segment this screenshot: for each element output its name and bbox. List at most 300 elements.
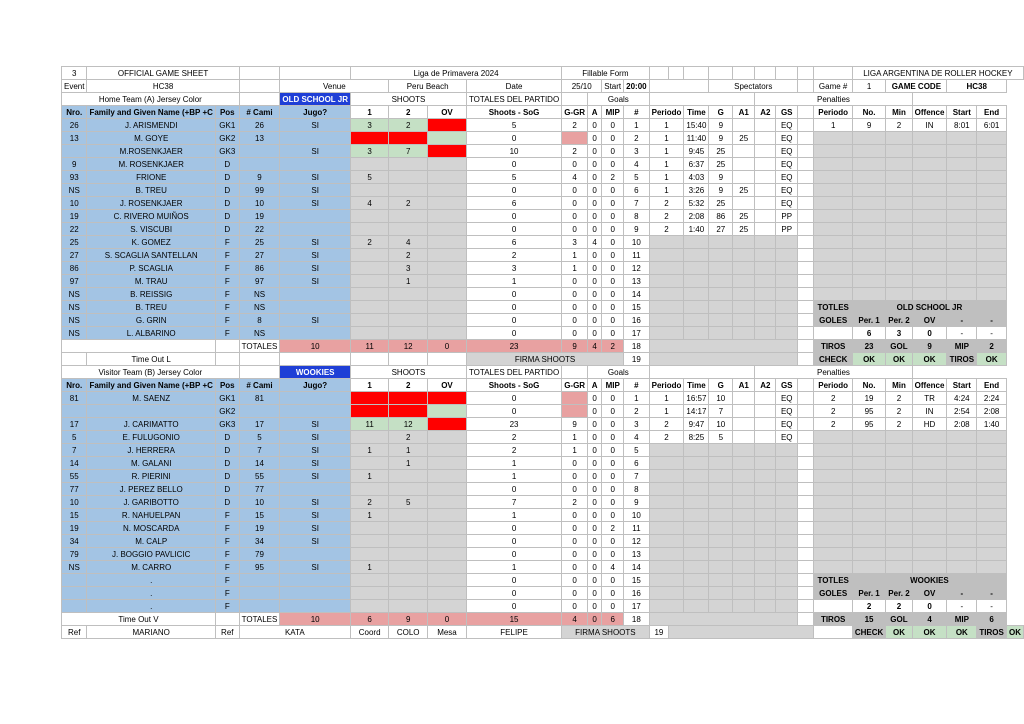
- goal-scorer[interactable]: [709, 262, 733, 275]
- penalty-off[interactable]: [912, 184, 947, 197]
- penalty-min[interactable]: 2: [886, 405, 912, 418]
- goal-situation[interactable]: PP: [776, 223, 798, 236]
- penalty-start[interactable]: [947, 249, 977, 262]
- goal-time[interactable]: [684, 561, 709, 574]
- goal-situation[interactable]: EQ: [776, 392, 798, 405]
- goal-assist-1[interactable]: [733, 574, 755, 587]
- penalty-off[interactable]: [912, 522, 947, 535]
- player-played[interactable]: SI: [280, 119, 351, 132]
- goal-time[interactable]: [684, 457, 709, 470]
- shoots-overtime[interactable]: [428, 509, 467, 522]
- player-jersey[interactable]: 34: [239, 535, 280, 548]
- penalty-end[interactable]: [977, 548, 1007, 561]
- goal-period[interactable]: 2: [649, 431, 684, 444]
- penalty-end[interactable]: [977, 522, 1007, 535]
- goal-time[interactable]: [684, 314, 709, 327]
- penalty-no[interactable]: [852, 184, 885, 197]
- penalty-off[interactable]: [912, 145, 947, 158]
- shoots-overtime[interactable]: [428, 145, 467, 158]
- goal-scorer[interactable]: 9: [709, 184, 733, 197]
- goal-period[interactable]: 1: [649, 119, 684, 132]
- goal-period[interactable]: [649, 587, 684, 600]
- shoots-period-2[interactable]: 12: [389, 418, 428, 431]
- player-played[interactable]: SI: [280, 275, 351, 288]
- penalty-off[interactable]: [912, 262, 947, 275]
- penalty-no[interactable]: [852, 483, 885, 496]
- shoots-period-2[interactable]: [389, 522, 428, 535]
- player-jersey[interactable]: [239, 158, 280, 171]
- penalty-off[interactable]: [912, 275, 947, 288]
- goal-assist-1[interactable]: [733, 275, 755, 288]
- shoots-overtime[interactable]: [428, 275, 467, 288]
- goal-period[interactable]: [649, 444, 684, 457]
- penalty-off[interactable]: [912, 158, 947, 171]
- goal-scorer[interactable]: 9: [709, 171, 733, 184]
- player-played[interactable]: [280, 405, 351, 418]
- shoots-period-1[interactable]: [351, 132, 389, 145]
- shoots-period-1[interactable]: 1: [351, 444, 389, 457]
- goal-situation[interactable]: [776, 327, 798, 340]
- shoots-period-1[interactable]: [351, 483, 389, 496]
- goal-scorer[interactable]: 5: [709, 431, 733, 444]
- goal-scorer[interactable]: 25: [709, 145, 733, 158]
- penalty-no[interactable]: [852, 496, 885, 509]
- penalty-no[interactable]: [852, 535, 885, 548]
- shoots-overtime[interactable]: [428, 301, 467, 314]
- goal-assist-2[interactable]: [755, 288, 776, 301]
- goal-assist-2[interactable]: [755, 418, 776, 431]
- goal-assist-2[interactable]: [755, 210, 776, 223]
- goal-period[interactable]: 1: [649, 392, 684, 405]
- shoots-period-2[interactable]: 2: [389, 197, 428, 210]
- goal-time[interactable]: [684, 587, 709, 600]
- penalty-no[interactable]: 19: [852, 392, 885, 405]
- goal-time[interactable]: [684, 483, 709, 496]
- goal-assist-1[interactable]: [733, 158, 755, 171]
- goal-assist-2[interactable]: [755, 587, 776, 600]
- penalty-min[interactable]: [886, 275, 912, 288]
- player-jersey[interactable]: 19: [239, 210, 280, 223]
- penalty-start[interactable]: [947, 145, 977, 158]
- penalty-end[interactable]: [977, 197, 1007, 210]
- player-jersey[interactable]: 10: [239, 496, 280, 509]
- goal-time[interactable]: [684, 509, 709, 522]
- goal-period[interactable]: 1: [649, 184, 684, 197]
- penalty-no[interactable]: [852, 548, 885, 561]
- goal-scorer[interactable]: [709, 288, 733, 301]
- penalty-end[interactable]: 1:40: [977, 418, 1007, 431]
- penalty-off[interactable]: HD: [912, 418, 947, 431]
- goal-period[interactable]: [649, 327, 684, 340]
- penalty-end[interactable]: [977, 288, 1007, 301]
- penalty-start[interactable]: [947, 158, 977, 171]
- goal-scorer[interactable]: 27: [709, 223, 733, 236]
- shoots-period-1[interactable]: [351, 223, 389, 236]
- penalty-no[interactable]: [852, 158, 885, 171]
- goal-assist-2[interactable]: [755, 145, 776, 158]
- goal-assist-2[interactable]: [755, 275, 776, 288]
- player-jersey[interactable]: 55: [239, 470, 280, 483]
- goal-assist-2[interactable]: [755, 444, 776, 457]
- player-jersey[interactable]: 8: [239, 314, 280, 327]
- goal-time[interactable]: [684, 275, 709, 288]
- penalty-min[interactable]: [886, 470, 912, 483]
- penalty-off[interactable]: [912, 132, 947, 145]
- goal-situation[interactable]: EQ: [776, 431, 798, 444]
- penalty-min[interactable]: 2: [886, 392, 912, 405]
- goal-assist-2[interactable]: [755, 522, 776, 535]
- penalty-no[interactable]: [852, 561, 885, 574]
- shoots-overtime[interactable]: [428, 457, 467, 470]
- goal-situation[interactable]: [776, 470, 798, 483]
- goal-scorer[interactable]: [709, 509, 733, 522]
- goal-situation[interactable]: [776, 236, 798, 249]
- shoots-overtime[interactable]: [428, 327, 467, 340]
- penalty-min[interactable]: [886, 184, 912, 197]
- penalty-end[interactable]: [977, 132, 1007, 145]
- penalty-off[interactable]: [912, 444, 947, 457]
- shoots-period-2[interactable]: 2: [389, 119, 428, 132]
- shoots-period-2[interactable]: [389, 301, 428, 314]
- shoots-period-1[interactable]: [351, 262, 389, 275]
- goal-assist-1[interactable]: [733, 496, 755, 509]
- penalty-end[interactable]: [977, 496, 1007, 509]
- player-played[interactable]: [280, 223, 351, 236]
- goal-period[interactable]: 1: [649, 171, 684, 184]
- penalty-no[interactable]: 9: [852, 119, 885, 132]
- penalty-end[interactable]: [977, 262, 1007, 275]
- penalty-per[interactable]: 2: [814, 405, 852, 418]
- penalty-min[interactable]: [886, 483, 912, 496]
- penalty-off[interactable]: [912, 223, 947, 236]
- penalty-per[interactable]: [814, 535, 852, 548]
- goal-assist-2[interactable]: [755, 314, 776, 327]
- shoots-period-2[interactable]: [389, 483, 428, 496]
- shoots-period-1[interactable]: [351, 574, 389, 587]
- penalty-min[interactable]: 2: [886, 418, 912, 431]
- penalty-no[interactable]: [852, 145, 885, 158]
- penalty-start[interactable]: [947, 457, 977, 470]
- shoots-period-1[interactable]: 3: [351, 145, 389, 158]
- goal-assist-1[interactable]: 25: [733, 184, 755, 197]
- penalty-per[interactable]: [814, 223, 852, 236]
- goal-assist-2[interactable]: [755, 171, 776, 184]
- player-played[interactable]: SI: [280, 509, 351, 522]
- penalty-off[interactable]: [912, 496, 947, 509]
- shoots-period-2[interactable]: 2: [389, 249, 428, 262]
- penalty-start[interactable]: [947, 210, 977, 223]
- player-jersey[interactable]: 13: [239, 132, 280, 145]
- goal-situation[interactable]: EQ: [776, 184, 798, 197]
- penalty-min[interactable]: [886, 431, 912, 444]
- penalty-end[interactable]: [977, 184, 1007, 197]
- goal-situation[interactable]: EQ: [776, 197, 798, 210]
- penalty-start[interactable]: [947, 275, 977, 288]
- player-played[interactable]: [280, 587, 351, 600]
- goal-period[interactable]: [649, 314, 684, 327]
- goal-time[interactable]: [684, 574, 709, 587]
- goal-assist-1[interactable]: [733, 600, 755, 613]
- penalty-no[interactable]: [852, 223, 885, 236]
- goal-scorer[interactable]: [709, 587, 733, 600]
- shoots-overtime[interactable]: [428, 496, 467, 509]
- penalty-off[interactable]: [912, 249, 947, 262]
- goal-period[interactable]: [649, 236, 684, 249]
- shoots-overtime[interactable]: [428, 223, 467, 236]
- player-played[interactable]: [280, 548, 351, 561]
- player-jersey[interactable]: [239, 405, 280, 418]
- goal-scorer[interactable]: [709, 249, 733, 262]
- penalty-no[interactable]: [852, 288, 885, 301]
- goal-situation[interactable]: EQ: [776, 132, 798, 145]
- penalty-no[interactable]: [852, 522, 885, 535]
- penalty-end[interactable]: 2:08: [977, 405, 1007, 418]
- goal-period[interactable]: 2: [649, 197, 684, 210]
- penalty-off[interactable]: [912, 483, 947, 496]
- penalty-per[interactable]: [814, 522, 852, 535]
- penalty-per[interactable]: [814, 275, 852, 288]
- penalty-min[interactable]: [886, 535, 912, 548]
- goal-assist-1[interactable]: [733, 522, 755, 535]
- penalty-end[interactable]: [977, 210, 1007, 223]
- goal-assist-1[interactable]: [733, 457, 755, 470]
- goal-assist-2[interactable]: [755, 197, 776, 210]
- penalty-no[interactable]: [852, 444, 885, 457]
- goal-period[interactable]: 1: [649, 405, 684, 418]
- shoots-period-2[interactable]: 7: [389, 145, 428, 158]
- goal-situation[interactable]: [776, 444, 798, 457]
- goal-scorer[interactable]: [709, 444, 733, 457]
- goal-assist-1[interactable]: [733, 249, 755, 262]
- penalty-start[interactable]: 2:08: [947, 418, 977, 431]
- player-jersey[interactable]: NS: [239, 301, 280, 314]
- goal-assist-1[interactable]: [733, 470, 755, 483]
- shoots-period-1[interactable]: 4: [351, 197, 389, 210]
- penalty-no[interactable]: [852, 262, 885, 275]
- penalty-min[interactable]: [886, 197, 912, 210]
- penalty-start[interactable]: [947, 483, 977, 496]
- goal-assist-2[interactable]: [755, 119, 776, 132]
- player-jersey[interactable]: 95: [239, 561, 280, 574]
- goal-time[interactable]: 5:32: [684, 197, 709, 210]
- goal-assist-1[interactable]: [733, 392, 755, 405]
- goal-period[interactable]: [649, 249, 684, 262]
- shoots-period-2[interactable]: [389, 314, 428, 327]
- shoots-overtime[interactable]: [428, 210, 467, 223]
- player-played[interactable]: SI: [280, 535, 351, 548]
- shoots-period-1[interactable]: [351, 548, 389, 561]
- player-played[interactable]: SI: [280, 171, 351, 184]
- penalty-per[interactable]: [814, 249, 852, 262]
- goal-assist-2[interactable]: [755, 158, 776, 171]
- penalty-end[interactable]: [977, 483, 1007, 496]
- goal-assist-2[interactable]: [755, 600, 776, 613]
- goal-assist-1[interactable]: [733, 418, 755, 431]
- player-played[interactable]: SI: [280, 314, 351, 327]
- penalty-min[interactable]: [886, 509, 912, 522]
- player-played[interactable]: [280, 288, 351, 301]
- penalty-start[interactable]: [947, 548, 977, 561]
- goal-assist-1[interactable]: [733, 483, 755, 496]
- goal-assist-2[interactable]: [755, 431, 776, 444]
- penalty-end[interactable]: [977, 444, 1007, 457]
- goal-time[interactable]: [684, 548, 709, 561]
- penalty-end[interactable]: [977, 535, 1007, 548]
- shoots-period-2[interactable]: [389, 470, 428, 483]
- shoots-overtime[interactable]: [428, 184, 467, 197]
- shoots-period-2[interactable]: [389, 509, 428, 522]
- goal-situation[interactable]: [776, 522, 798, 535]
- goal-time[interactable]: [684, 496, 709, 509]
- goal-situation[interactable]: [776, 587, 798, 600]
- penalty-start[interactable]: [947, 236, 977, 249]
- penalty-end[interactable]: [977, 171, 1007, 184]
- goal-assist-1[interactable]: 25: [733, 132, 755, 145]
- goal-period[interactable]: [649, 496, 684, 509]
- shoots-period-1[interactable]: [351, 327, 389, 340]
- player-jersey[interactable]: 77: [239, 483, 280, 496]
- shoots-period-1[interactable]: 2: [351, 496, 389, 509]
- penalty-per[interactable]: [814, 197, 852, 210]
- goal-situation[interactable]: EQ: [776, 158, 798, 171]
- shoots-period-1[interactable]: [351, 405, 389, 418]
- goal-assist-1[interactable]: [733, 405, 755, 418]
- shoots-overtime[interactable]: [428, 158, 467, 171]
- goal-period[interactable]: 1: [649, 158, 684, 171]
- player-played[interactable]: [280, 327, 351, 340]
- shoots-period-2[interactable]: [389, 587, 428, 600]
- shoots-period-2[interactable]: [389, 210, 428, 223]
- goal-situation[interactable]: [776, 275, 798, 288]
- penalty-per[interactable]: [814, 561, 852, 574]
- penalty-no[interactable]: 95: [852, 405, 885, 418]
- player-played[interactable]: SI: [280, 496, 351, 509]
- penalty-start[interactable]: [947, 431, 977, 444]
- penalty-per[interactable]: [814, 457, 852, 470]
- shoots-period-1[interactable]: [351, 210, 389, 223]
- shoots-period-2[interactable]: 4: [389, 236, 428, 249]
- shoots-period-2[interactable]: [389, 288, 428, 301]
- goal-assist-1[interactable]: [733, 509, 755, 522]
- goal-situation[interactable]: [776, 561, 798, 574]
- shoots-period-2[interactable]: [389, 158, 428, 171]
- goal-time[interactable]: [684, 470, 709, 483]
- shoots-period-1[interactable]: 3: [351, 119, 389, 132]
- goal-period[interactable]: [649, 600, 684, 613]
- penalty-start[interactable]: [947, 171, 977, 184]
- penalty-per[interactable]: 1: [814, 119, 852, 132]
- goal-situation[interactable]: [776, 457, 798, 470]
- shoots-period-1[interactable]: 11: [351, 418, 389, 431]
- goal-scorer[interactable]: [709, 574, 733, 587]
- goal-scorer[interactable]: [709, 457, 733, 470]
- goal-time[interactable]: 3:26: [684, 184, 709, 197]
- penalty-min[interactable]: [886, 158, 912, 171]
- goal-time[interactable]: 15:40: [684, 119, 709, 132]
- goal-assist-1[interactable]: [733, 288, 755, 301]
- goal-assist-1[interactable]: [733, 236, 755, 249]
- goal-scorer[interactable]: [709, 470, 733, 483]
- penalty-end[interactable]: [977, 457, 1007, 470]
- goal-assist-1[interactable]: [733, 145, 755, 158]
- shoots-period-1[interactable]: [351, 522, 389, 535]
- penalty-off[interactable]: [912, 431, 947, 444]
- goal-assist-2[interactable]: [755, 132, 776, 145]
- penalty-end[interactable]: [977, 470, 1007, 483]
- goal-time[interactable]: [684, 262, 709, 275]
- player-jersey[interactable]: 19: [239, 522, 280, 535]
- goal-scorer[interactable]: [709, 496, 733, 509]
- goal-situation[interactable]: [776, 600, 798, 613]
- penalty-per[interactable]: [814, 171, 852, 184]
- goal-assist-1[interactable]: [733, 561, 755, 574]
- shoots-overtime[interactable]: [428, 600, 467, 613]
- goal-time[interactable]: [684, 288, 709, 301]
- shoots-period-1[interactable]: 1: [351, 561, 389, 574]
- shoots-period-2[interactable]: 1: [389, 275, 428, 288]
- shoots-period-1[interactable]: [351, 600, 389, 613]
- penalty-end[interactable]: [977, 145, 1007, 158]
- goal-scorer[interactable]: 10: [709, 418, 733, 431]
- goal-assist-1[interactable]: [733, 548, 755, 561]
- shoots-overtime[interactable]: [428, 431, 467, 444]
- penalty-end[interactable]: 2:24: [977, 392, 1007, 405]
- penalty-per[interactable]: 2: [814, 392, 852, 405]
- goal-period[interactable]: [649, 574, 684, 587]
- goal-period[interactable]: [649, 275, 684, 288]
- goal-situation[interactable]: EQ: [776, 405, 798, 418]
- player-jersey[interactable]: 22: [239, 223, 280, 236]
- shoots-period-1[interactable]: [351, 587, 389, 600]
- penalty-per[interactable]: 2: [814, 418, 852, 431]
- goal-scorer[interactable]: [709, 275, 733, 288]
- penalty-min[interactable]: [886, 249, 912, 262]
- shoots-period-1[interactable]: [351, 301, 389, 314]
- shoots-period-2[interactable]: 3: [389, 262, 428, 275]
- shoots-period-2[interactable]: 1: [389, 457, 428, 470]
- player-played[interactable]: SI: [280, 444, 351, 457]
- goal-period[interactable]: 2: [649, 210, 684, 223]
- player-played[interactable]: SI: [280, 236, 351, 249]
- penalty-start[interactable]: [947, 496, 977, 509]
- goal-assist-2[interactable]: [755, 457, 776, 470]
- penalty-start[interactable]: [947, 184, 977, 197]
- penalty-off[interactable]: [912, 236, 947, 249]
- player-jersey[interactable]: NS: [239, 288, 280, 301]
- penalty-per[interactable]: [814, 431, 852, 444]
- penalty-per[interactable]: [814, 288, 852, 301]
- goal-assist-2[interactable]: [755, 470, 776, 483]
- player-played[interactable]: SI: [280, 249, 351, 262]
- goal-assist-1[interactable]: 25: [733, 210, 755, 223]
- penalty-min[interactable]: [886, 444, 912, 457]
- player-jersey[interactable]: 86: [239, 262, 280, 275]
- goal-assist-1[interactable]: [733, 119, 755, 132]
- shoots-period-2[interactable]: 5: [389, 496, 428, 509]
- goal-assist-2[interactable]: [755, 574, 776, 587]
- goal-assist-1[interactable]: [733, 587, 755, 600]
- shoots-overtime[interactable]: [428, 119, 467, 132]
- goal-time[interactable]: 1:40: [684, 223, 709, 236]
- player-jersey[interactable]: 79: [239, 548, 280, 561]
- shoots-period-2[interactable]: 2: [389, 431, 428, 444]
- player-played[interactable]: [280, 158, 351, 171]
- goal-time[interactable]: [684, 327, 709, 340]
- goal-scorer[interactable]: [709, 535, 733, 548]
- penalty-per[interactable]: [814, 470, 852, 483]
- shoots-overtime[interactable]: [428, 197, 467, 210]
- player-jersey[interactable]: [239, 600, 280, 613]
